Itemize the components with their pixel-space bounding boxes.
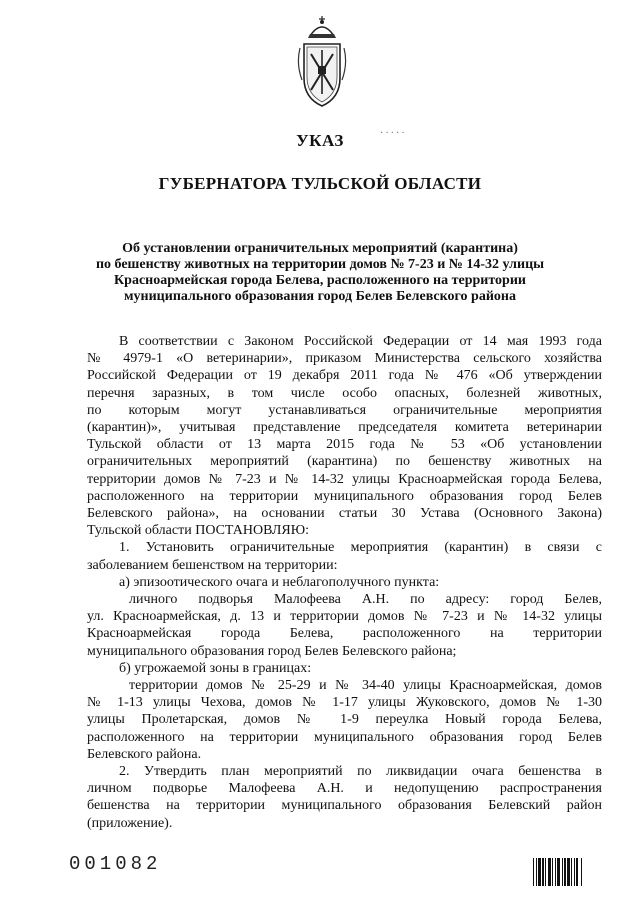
document-subject <box>60 241 580 305</box>
serial-number: 001082 <box>69 853 162 875</box>
preamble-line: (карантин)», учитывая представление председателя комитета ветеринарии <box>87 420 602 436</box>
preamble-line: территории домов № 7-23 и № 14-32 улицы Красноармейская города Белева, <box>87 471 602 487</box>
item-1a-line: личного подворья Малофеева А.Н. по адресу: город Белев, <box>129 592 602 608</box>
preamble-line: Российской Федерации от 19 декабря 2011 года № 476 «Об утверждении <box>87 368 602 384</box>
preamble-line: Белевского района», на основании статьи 30 Устава (Основного Закона) <box>87 506 602 522</box>
document-issuer: ГУБЕРНАТОРА ТУЛЬСКОЙ ОБЛАСТИ <box>158 174 482 193</box>
item-2-line: (приложение). <box>87 815 173 831</box>
item-1b-line: расположенного на территории муниципального образования город Белев <box>87 729 602 745</box>
preamble-line: по которым могут устанавливаться ограничительные мероприятия <box>87 402 602 418</box>
item-1-line: заболеванием бешенством на территории: <box>87 557 338 573</box>
preamble-line: расположенного на территории муниципального образования город Белев <box>87 488 602 504</box>
item-1b-line: Белевского района. <box>87 746 202 762</box>
barcode-image <box>533 858 607 886</box>
item-1a-heading: а) эпизоотического очага и неблагополучного пункта: <box>119 574 440 590</box>
item-1b-heading: б) угрожаемой зоны в границах: <box>119 660 312 676</box>
subject-line: муниципального образования город Белев Белевского района <box>124 289 516 304</box>
item-1b-line: улицы Пролетарская, домов № 1-9 переулка Новый города Белева, <box>87 712 602 728</box>
preamble-line: перечня заразных, в том числе особо опасных, болезней животных, <box>87 385 602 401</box>
margin-dots: ····· <box>380 128 407 139</box>
coat-of-arms-emblem <box>296 14 348 110</box>
document-body <box>87 333 602 832</box>
item-2-line: личном подворье Малофеева А.Н. и недопущению распространения <box>87 781 602 797</box>
item-1a-line: Красноармейская города Белева, расположенного на территории <box>87 626 602 642</box>
subject-line: Об установлении ограничительных мероприятий (карантина) <box>122 241 518 256</box>
item-1-line: 1. Установить ограничительные мероприятия (карантин) в связи с <box>119 540 602 556</box>
item-2-line: бешенства на территории муниципального образования Белевский район <box>87 798 602 814</box>
subject-line: Красноармейская города Белева, расположенного на территории <box>114 273 526 288</box>
preamble-line: Тульской области от 13 марта 2015 года № 53 «Об установлении <box>87 437 602 453</box>
preamble-line: ограничительных мероприятий (карантина) по бешенству животных на <box>87 454 602 470</box>
item-2-line: 2. Утвердить план мероприятий по ликвидации очага бешенства в <box>119 764 602 780</box>
document-title: УКАЗ <box>296 131 344 150</box>
preamble-line: В соответствии с Законом Российской Федерации от 14 мая 1993 года <box>119 334 602 349</box>
item-1b-line: территории домов № 25-29 и № 34-40 улицы Красноармейская, домов <box>129 678 602 694</box>
subject-line: по бешенству животных на территории домов № 7-23 и № 14-32 улицы <box>95 257 545 272</box>
preamble-line: Тульской области ПОСТАНОВЛЯЮ: <box>87 523 310 539</box>
preamble-line: № 4979-1 «О ветеринарии», приказом Министерства сельского хозяйства <box>87 351 602 367</box>
item-1a-line: муниципального образования город Белев Белевского района; <box>87 643 457 659</box>
item-1b-line: № 1-13 улицы Чехова, домов № 1-17 улицы Жуковского, домов № 1-30 <box>87 695 602 711</box>
item-1a-line: ул. Красноармейская, д. 13 и территории домов № 7-23 и № 14-32 улицы <box>87 609 602 625</box>
